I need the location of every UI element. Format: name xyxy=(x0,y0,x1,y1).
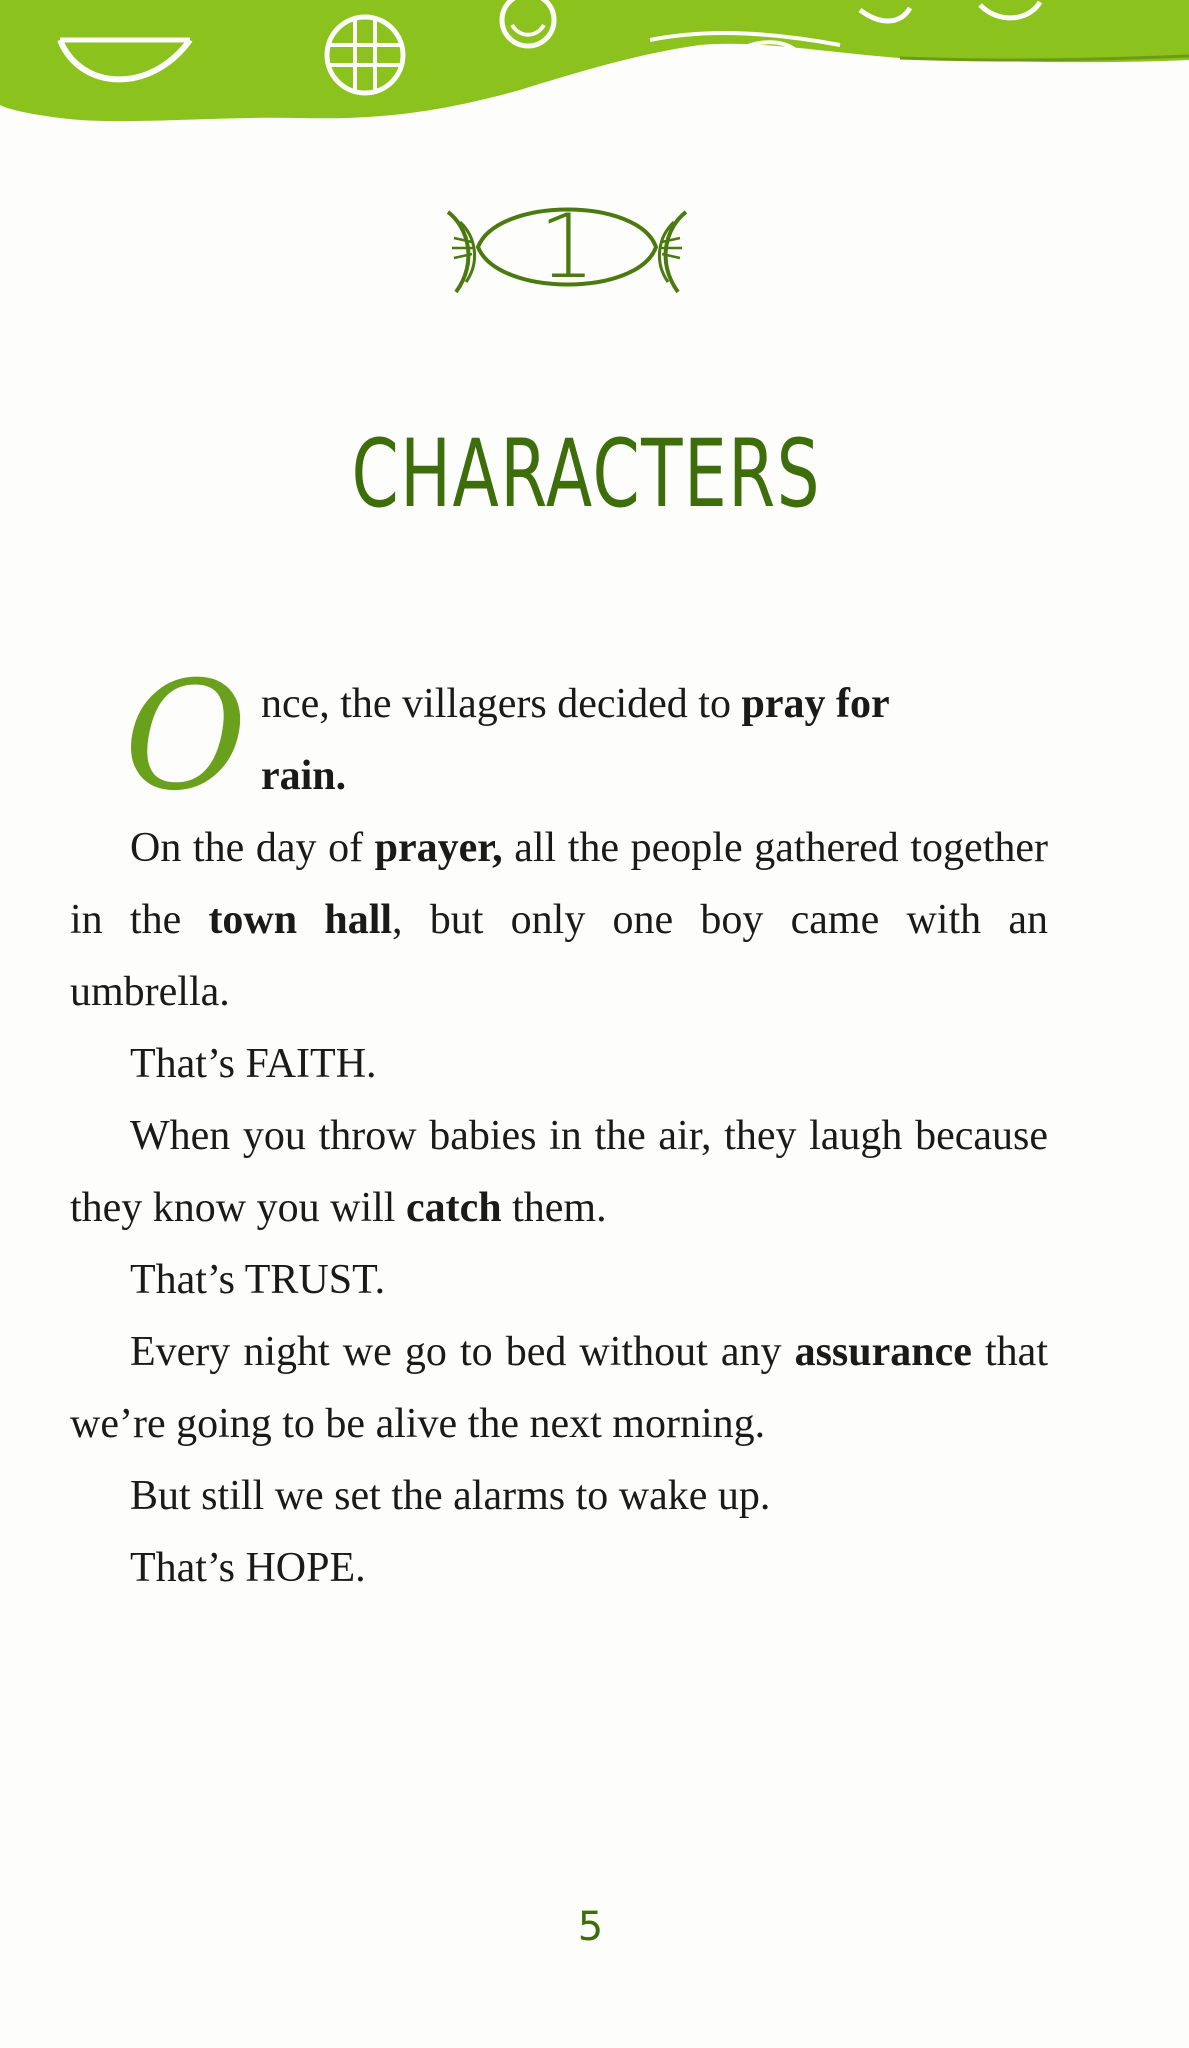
text-span-bold: prayer, xyxy=(374,825,503,871)
text-span: Every night we go to bed without any xyxy=(130,1329,795,1375)
drop-cap: O xyxy=(124,650,247,824)
paragraph-1 xyxy=(70,650,1048,824)
text-span-bold: assurance xyxy=(794,1329,972,1375)
text-span: them. xyxy=(501,1185,607,1231)
page-number: 5 xyxy=(577,1904,604,1950)
text-span: That’s HOPE. xyxy=(130,1545,366,1591)
chapter-number: 1 xyxy=(539,195,595,298)
text-span-bold: pray for xyxy=(741,681,890,727)
paragraph-6 xyxy=(70,1316,1048,1460)
text-span: that we’re going to be alive the next morning. xyxy=(70,1329,1048,1447)
text-span-bold: catch xyxy=(405,1185,502,1231)
text-span: When you throw babies in the air, they laugh because they know you will xyxy=(70,1113,1048,1231)
paragraph-3 xyxy=(70,1028,1048,1100)
text-span: nce, the villagers decided to xyxy=(260,681,742,727)
header-decoration xyxy=(0,0,1189,140)
text-span: That’s FAITH. xyxy=(130,1041,377,1087)
paragraph-5 xyxy=(70,1244,1048,1316)
text-span: On the day of xyxy=(130,825,375,871)
chapter-badge xyxy=(438,182,696,312)
text-span: But still we set the alarms to wake up. xyxy=(130,1473,771,1519)
body-text xyxy=(70,650,1049,1604)
paragraph-8 xyxy=(70,1532,1048,1604)
paragraph-2 xyxy=(70,812,1048,1028)
text-span-bold: rain. xyxy=(260,753,347,799)
text-span: That’s TRUST. xyxy=(130,1257,386,1303)
paragraph-4 xyxy=(70,1100,1048,1244)
chapter-title: CHARACTERS xyxy=(351,420,822,529)
text-span: , but only one boy came with an umbrella. xyxy=(70,897,1049,1015)
paragraph-7 xyxy=(70,1460,1048,1532)
text-span: all the people gathered together in the xyxy=(70,825,1048,943)
text-span-bold: town hall xyxy=(208,897,393,943)
